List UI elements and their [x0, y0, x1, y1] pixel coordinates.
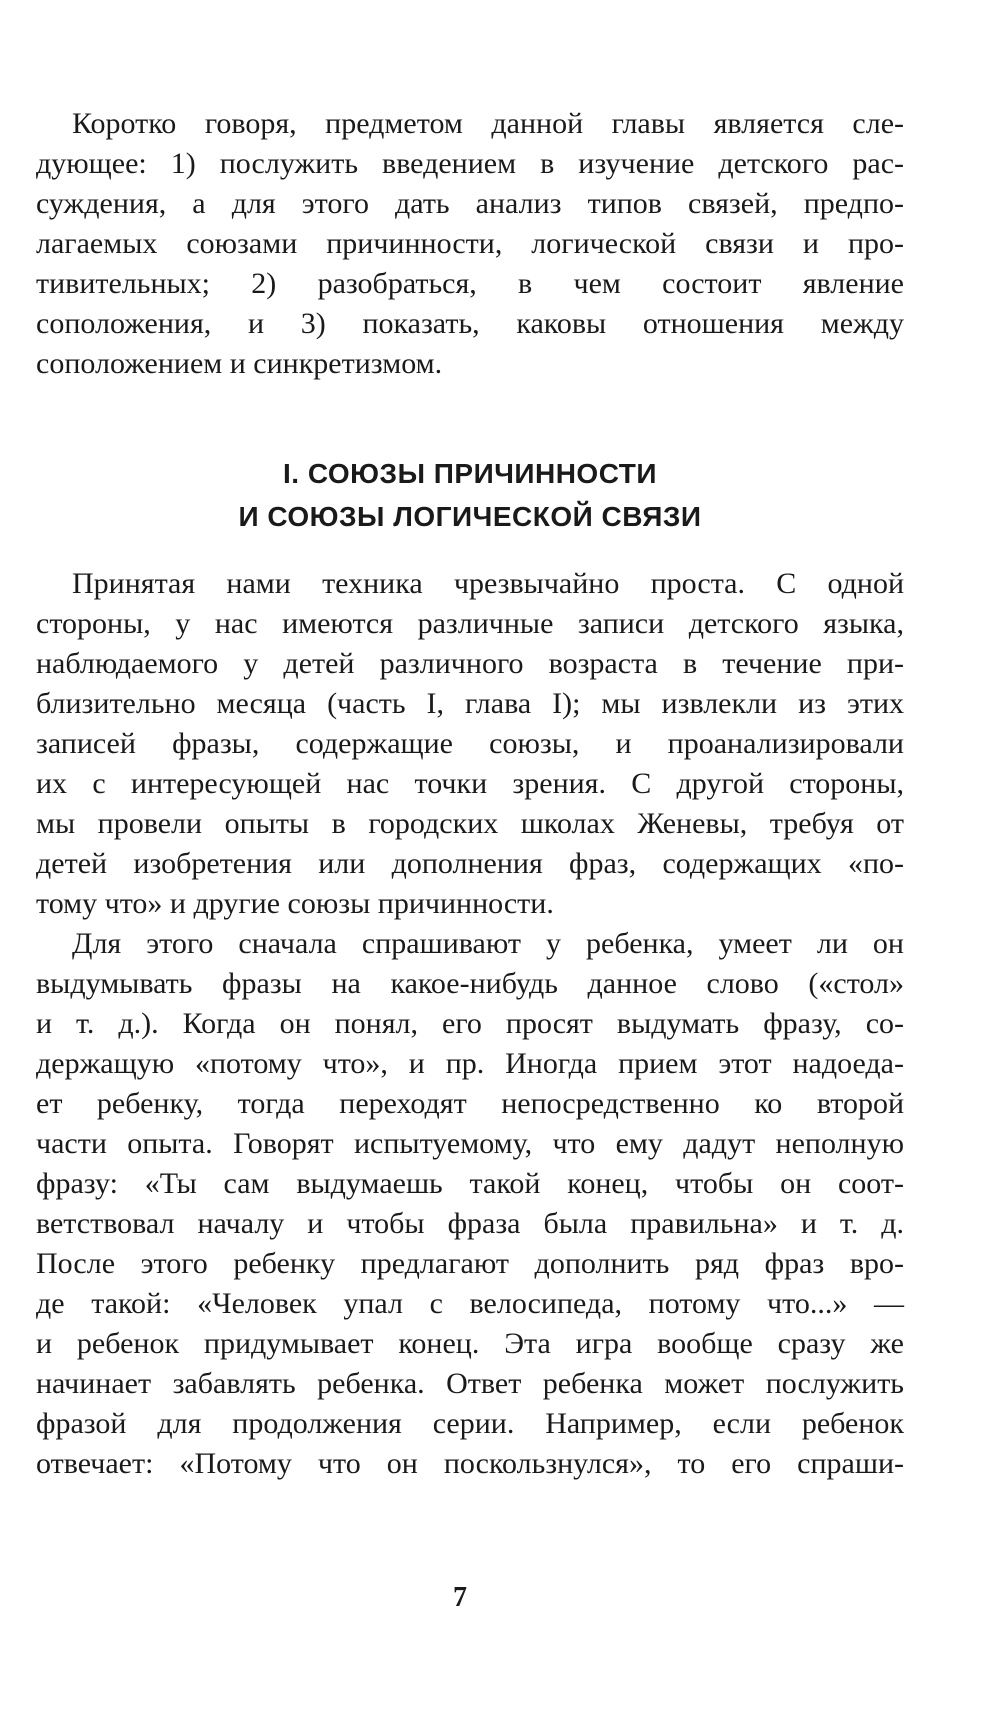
intro-paragraph [36, 104, 904, 384]
text-line: и т. д.). Когда он понял, его просят выдумать фразу, со- [36, 1007, 904, 1040]
text-line: начинает забавлять ребенка. Ответ ребенка может послужить [36, 1367, 904, 1400]
text-line: фразу: «Ты сам выдумаешь такой конец, чтобы он соот- [36, 1167, 904, 1200]
section-heading-line-2: И СОЮЗЫ ЛОГИЧЕСКОЙ СВЯЗИ [238, 501, 702, 532]
text-line: ет ребенку, тогда переходят непосредственно ко второй [36, 1087, 904, 1120]
text-line: соположением и синкретизмом. [36, 347, 443, 380]
text-line: тивительных; 2) разобраться, в чем состоит явление [36, 267, 904, 300]
text-line: близительно месяца (часть I, глава I); мы извлекли из этих [36, 687, 904, 720]
text-line: Для этого сначала спрашивают у ребенка, умеет ли он [72, 927, 904, 960]
section-heading [36, 452, 904, 538]
text-line: держащую «потому что», и пр. Иногда прием этот надоеда- [36, 1047, 904, 1080]
text-line: соположения, и 3) показать, каковы отношения между [36, 307, 904, 340]
text-line: де такой: «Человек упал с велосипеда, потому что...» — [36, 1287, 904, 1320]
text-line: фразой для продолжения серии. Например, если ребенок [36, 1407, 904, 1440]
text-line: выдумывать фразы на какое-нибудь данное слово («стол» [36, 967, 904, 1000]
text-line: части опыта. Говорят испытуемому, что ему дадут неполную [36, 1127, 904, 1160]
text-line: отвечает: «Потому что он поскользнулся», то его спраши- [36, 1447, 904, 1480]
text-line: и ребенок придумывает конец. Эта игра вообще сразу же [36, 1327, 904, 1360]
text-line: ветствовал началу и чтобы фраза была правильна» и т. д. [36, 1207, 904, 1240]
text-line: наблюдаемого у детей различного возраста в течение при- [36, 647, 904, 680]
text-line: Коротко говоря, предметом данной главы является сле- [72, 107, 904, 140]
text-line: записей фразы, содержащие союзы, и проанализировали [36, 727, 904, 760]
text-line: стороны, у нас имеются различные записи детского языка, [36, 607, 904, 640]
text-line: детей изобретения или дополнения фраз, содержащих «по- [36, 847, 904, 880]
text-line: Принятая нами техника чрезвычайно проста. С одной [72, 567, 904, 600]
text-line: После этого ребенку предлагают дополнить ряд фраз вро- [36, 1247, 904, 1280]
text-line: мы провели опыты в городских школах Женевы, требуя от [36, 807, 904, 840]
body-text [36, 564, 904, 1484]
text-line: суждения, а для этого дать анализ типов связей, предпо- [36, 187, 904, 220]
text-line: лагаемых союзами причинности, логической связи и про- [36, 227, 904, 260]
text-line: их с интересующей нас точки зрения. С другой стороны, [36, 767, 904, 800]
text-line: дующее: 1) послужить введением в изучение детского рас- [36, 147, 904, 180]
text-line: тому что» и другие союзы причинности. [36, 887, 554, 920]
page-number: 7 [453, 1582, 467, 1613]
section-heading-line-1: I. СОЮЗЫ ПРИЧИННОСТИ [283, 458, 657, 489]
